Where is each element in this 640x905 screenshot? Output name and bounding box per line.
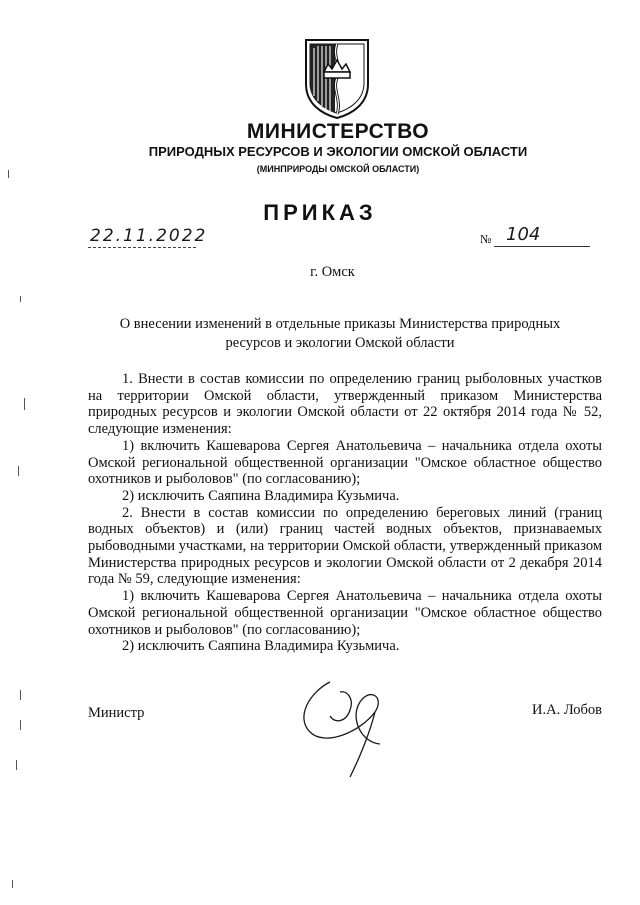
paragraph-2: 2. Внести в состав комиссии по определению береговых линий (границ водных объектов) и (или) границ частей водных объектов, признаваемых рыбоводными участками, на территории Омской области, утвержденный приказом Министерства природных ресурсов и экологии Омской области от 2 декабря 2014 года № 59, следующие изменения: [88, 504, 602, 588]
scan-margin-mark [20, 690, 21, 700]
ministry-subtitle: ПРИРОДНЫХ РЕСУРСОВ И ЭКОЛОГИИ ОМСКОЙ ОБЛАСТИ [148, 144, 528, 159]
number-underline [494, 246, 590, 247]
paragraph-1-item-1: 1) включить Кашеварова Сергея Анатольевича – начальника отдела охоты Омской региональной общественной организации "Омское областное общество охотников и рыболовов" (по согласованию); [88, 437, 602, 488]
scan-margin-mark [20, 720, 21, 730]
scan-margin-mark [20, 296, 21, 302]
scan-margin-mark [24, 398, 25, 410]
scan-margin-mark [12, 880, 13, 888]
signer-role: Министр [88, 705, 145, 721]
subject-line-2: ресурсов и экологии Омской области [225, 335, 455, 351]
paragraph-2-item-2: 2) исключить Саяпина Владимира Кузьмича. [122, 638, 400, 655]
scan-margin-mark [16, 760, 17, 770]
number-label: № [480, 232, 492, 246]
document-type-title: ПРИКАЗ [263, 200, 377, 225]
order-date: 22.11.2022 [90, 226, 208, 246]
city-line: г. Омск [310, 264, 355, 280]
signer-name: И.А. Лобов [532, 702, 603, 718]
paragraph-2-item-1: 1) включить Кашеварова Сергея Анатольевича – начальника отдела охоты Омской региональной общественной организации "Омское областное общество охотников и рыболовов" (по согласованию); [88, 588, 602, 638]
ministry-title: МИНИСТЕРСТВО [246, 120, 430, 143]
scan-margin-mark [18, 466, 19, 476]
order-body [88, 371, 602, 655]
ministry-short-name: (МИНПРИРОДЫ ОМСКОЙ ОБЛАСТИ) [256, 164, 420, 174]
omsk-coat-of-arms-emblem [302, 36, 372, 120]
handwritten-signature [290, 672, 410, 782]
order-number: 104 [506, 224, 541, 245]
subject-line-1: О внесении изменений в отдельные приказы Министерства природных [119, 316, 561, 332]
date-underline [88, 247, 196, 248]
paragraph-1: 1. Внести в состав комиссии по определению границ рыболовных участков на территории Омской области, утвержденный приказом Министерства природных ресурсов и экологии Омской области от 22 октября 2014 года № 52, следующие изменения: [88, 371, 602, 438]
scan-margin-mark [8, 170, 9, 178]
order-subject [100, 315, 580, 353]
paragraph-1-item-2: 2) исключить Саяпина Владимира Кузьмича. [122, 487, 400, 504]
